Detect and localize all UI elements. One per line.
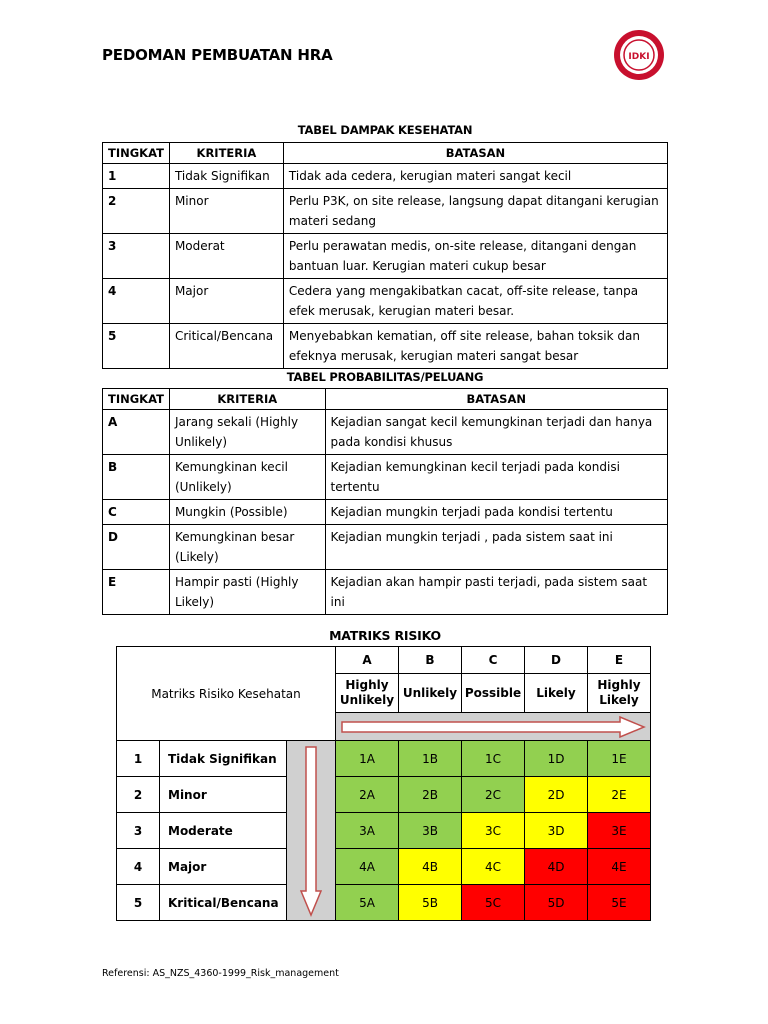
matrix-row-number: 5 [117,885,160,921]
matrix-cell: 5C [462,885,525,921]
table-row [103,324,668,369]
probability-table-header [103,389,668,410]
limit-cell: Kejadian mungkin terjadi , pada sistem saat ini [325,525,667,570]
matrix-row-name: Tidak Signifikan [160,741,287,777]
matrix-row-number: 3 [117,813,160,849]
limit-cell: Cedera yang mengakibatkan cacat, off-site release, tanpa efek merusak, kerugian materi besar. [283,279,667,324]
column-header-limit: BATASAN [325,389,667,410]
limit-cell: Kejadian akan hampir pasti terjadi, pada sistem saat ini [325,570,667,615]
table-row [103,455,668,500]
impact-table-caption: TABEL DAMPAK KESEHATAN [297,123,473,137]
matrix-row [117,849,651,885]
matrix-cell: 2D [525,777,588,813]
matrix-row-name: Moderate [160,813,287,849]
matrix-row-name: Kritical/Bencana [160,885,287,921]
criteria-cell: Hampir pasti (Highly Likely) [169,570,325,615]
column-header-criteria: KRITERIA [169,143,283,164]
impact-arrow-band [287,741,336,921]
matrix-cell: 5E [588,885,651,921]
logo-text: IDKI [628,52,650,62]
matrix-row [117,885,651,921]
criteria-cell: Mungkin (Possible) [169,500,325,525]
limit-cell: Menyebabkan kematian, off site release, bahan toksik dan efeknya merusak, kerugian materi sangat besar [283,324,667,369]
limit-cell: Perlu P3K, on site release, langsung dapat ditangani kerugian materi sedang [283,189,667,234]
limit-cell: Perlu perawatan medis, on-site release, ditangani dengan bantuan luar. Kerugian materi cukup besar [283,234,667,279]
matrix-cell: 3A [336,813,399,849]
matrix-column-label: Highly Likely [588,674,651,713]
matrix-column-label: Likely [525,674,588,713]
matrix-row [117,813,651,849]
column-header-level: TINGKAT [103,389,170,410]
matrix-cell: 3B [399,813,462,849]
risk-matrix [116,646,651,921]
matrix-row-number: 1 [117,741,160,777]
matrix-row-name: Major [160,849,287,885]
matrix-column-letter: E [588,647,651,674]
level-cell: 2 [103,189,170,234]
limit-cell: Kejadian mungkin terjadi pada kondisi tertentu [325,500,667,525]
matrix-cell: 4A [336,849,399,885]
matrix-cell: 2E [588,777,651,813]
matrix-cell: 3C [462,813,525,849]
table-row [103,164,668,189]
matrix-row-name: Minor [160,777,287,813]
matrix-column-letter: C [462,647,525,674]
table-row [103,410,668,455]
matrix-column-label: Highly Unlikely [336,674,399,713]
arrow-right-icon [338,715,648,739]
criteria-cell: Critical/Bencana [169,324,283,369]
criteria-cell: Jarang sekali (Highly Unlikely) [169,410,325,455]
level-cell: 5 [103,324,170,369]
level-cell: D [103,525,170,570]
column-header-level: TINGKAT [103,143,170,164]
matrix-row [117,741,651,777]
table-row [103,279,668,324]
level-cell: 4 [103,279,170,324]
limit-cell: Kejadian sangat kecil kemungkinan terjadi dan hanya pada kondisi khusus [325,410,667,455]
criteria-cell: Major [169,279,283,324]
matrix-cell: 5A [336,885,399,921]
criteria-cell: Moderat [169,234,283,279]
probability-table [102,388,668,615]
level-cell: C [103,500,170,525]
level-cell: E [103,570,170,615]
matrix-cell: 1C [462,741,525,777]
matrix-cell: 1A [336,741,399,777]
level-cell: 3 [103,234,170,279]
table-row [103,525,668,570]
matrix-cell: 4D [525,849,588,885]
criteria-cell: Tidak Signifikan [169,164,283,189]
impact-table-header [103,143,668,164]
matrix-cell: 3D [525,813,588,849]
matrix-row [117,777,651,813]
table-row [103,189,668,234]
table-row [103,570,668,615]
table-row [103,234,668,279]
matrix-column-label: Possible [462,674,525,713]
matrix-column-letter: D [525,647,588,674]
column-header-limit: BATASAN [283,143,667,164]
table-row [103,500,668,525]
impact-table [102,142,668,369]
column-header-criteria: KRITERIA [169,389,325,410]
level-cell: B [103,455,170,500]
matrix-cell: 3E [588,813,651,849]
matrix-column-letter: A [336,647,399,674]
criteria-cell: Kemungkinan kecil (Unlikely) [169,455,325,500]
matrix-cell: 5B [399,885,462,921]
level-cell: 1 [103,164,170,189]
limit-cell: Kejadian kemungkinan kecil terjadi pada kondisi tertentu [325,455,667,500]
probability-arrow-band [336,713,651,741]
matrix-cell: 2C [462,777,525,813]
criteria-cell: Minor [169,189,283,234]
reference-footer: Referensi: AS_NZS_4360-1999_Risk_management [102,968,339,979]
matrix-cell: 2A [336,777,399,813]
matrix-cell: 5D [525,885,588,921]
matrix-column-letter: B [399,647,462,674]
matrix-corner-label: Matriks Risiko Kesehatan [117,647,336,741]
matrix-cell: 4E [588,849,651,885]
probability-table-caption: TABEL PROBABILITAS/PELUANG [286,370,484,384]
idki-logo-icon [612,28,666,82]
matrix-cell: 1E [588,741,651,777]
risk-matrix-title: MATRIKS RISIKO [329,628,441,643]
matrix-cell: 4B [399,849,462,885]
criteria-cell: Kemungkinan besar (Likely) [169,525,325,570]
level-cell: A [103,410,170,455]
matrix-row-number: 2 [117,777,160,813]
document-title: PEDOMAN PEMBUATAN HRA [102,46,333,64]
matrix-row-number: 4 [117,849,160,885]
matrix-column-label: Unlikely [399,674,462,713]
arrow-down-icon [298,745,324,917]
matrix-cell: 1B [399,741,462,777]
matrix-cell: 1D [525,741,588,777]
matrix-cell: 2B [399,777,462,813]
matrix-cell: 4C [462,849,525,885]
limit-cell: Tidak ada cedera, kerugian materi sangat kecil [283,164,667,189]
